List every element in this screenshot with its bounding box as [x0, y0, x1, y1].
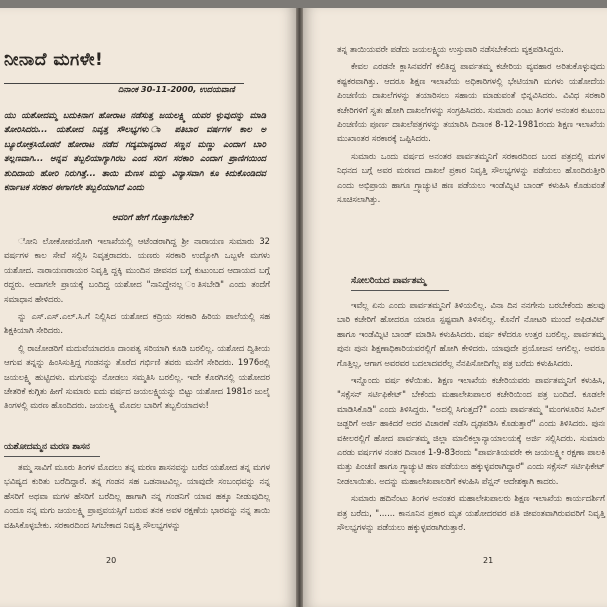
- paragraph: ೋನಿ ಲೋಕೋಪಯೋಗಿ ಇಲಾಖೆಯಲ್ಲಿ ಆಟೆಂಡರಾಗಿದ್ದ ಶ್ರೀ ನಾರಾಯಣ ಸುಮಾರು 32 ವರ್ಷಗಳ ಕಾಲ ಸೇವೆ ಸಲ್ಲಿಸಿ ನಿವೃತ್ತರಾದರು. ಯಣರು ಸರಕಾರಿ ಉದ್ಯೋಗಿ ಒಬ್ಬಳೇ ಮಗಳು ಯಶೋದ. ನಾರಾಯಣರಾಯರ ನಿವೃತ್ತಿ ದ್ದಕ್ಕಿ ಮುಂದಿನ ಜೀವನದ ಬಗ್ಗೆ ಕುಟುಂಬದ ಆದಾಯದ ಬಗ್ಗೆ ರದ್ದರು. ಅದಾಗಲೇ ಪ್ರಾಯಕ್ಕೆ ಬಂದಿದ್ದ ಯಶೋದ "ನಾನಿದ್ದೇನಲ್ಲ ಂತಿಸಬೇಡಿ" ಎಂದು ತಂದೆಗೆ ಸಮಾಧಾನ ಹೇಳಿದರು.: [4, 236, 270, 304]
- right-page: [303, 8, 607, 607]
- section-heading: ಸೋಲರಿಯದ ಪಾರ್ವತಮ್ಮ: [351, 276, 426, 286]
- heading-underline: [4, 456, 100, 457]
- left-body: [4, 234, 270, 416]
- right-bottom-body: [337, 298, 605, 538]
- left-closing: [4, 460, 270, 535]
- article-title: ನೀನಾದೆ ಮಗಳೇ!: [4, 50, 104, 70]
- heading-underline: [351, 290, 449, 291]
- paragraph: ತಮ್ಮ ಸಾವಿಗೆ ಮೂರು ತಿಂಗಳ ಮೊದಲು ತನ್ನ ಮರಣ ಶಾಸನವನ್ನು ಬರೆದ ಯಶೋದ ತನ್ನ ಮಗಳ ಭವಿಷ್ಯದ ಕುರಿತು ಬರೆದಿದ್ದಾರೆ. ತನ್ನ ಗಂಡನ ಸಹ ಒಡನಾಟವಿಲ್ಲ. ಯಾವುದೇ ಸಂಬಂಧವನ್ನು ನನ್ನ ಹೆಸರಿಗೆ ಅಥವಾ ಮಗಳ ಹೆಸರಿಗೆ ಬರೆದಿಲ್ಲ ಹಾಗಾಗಿ ನನ್ನ ಗಂಡನಿಗೆ ಯಾವ ಹಕ್ಕೂ ನೀಡುವುದಿಲ್ಲ ಎಂದೂ ನನ್ನ ಮಗು ಜಯಲಕ್ಷ್ಮಿ ಪ್ರಾಪ್ತವಯಸ್ಸಿಗೆ ಬರುವ ತನಕ ಅವಳ ರಕ್ಷಣೆಯ ಭಾರವನ್ನು ನನ್ನ ತಾಯಿ ವಹಿಸಿಕೊಳ್ಳಬೇಕು. ಸರಕಾರದಿಂದ ಸಿಗಬೇಕಾದ ನಿವೃತ್ತಿ ಸೌಲಭ್ಯಗಳನ್ನು: [4, 462, 270, 530]
- page-number-left: 20: [106, 556, 117, 565]
- intro-question: ಅವರಿಗೆ ಹೇಗೆ ಗೊತ್ತಾಗಬೇಕು?: [112, 212, 195, 222]
- intro-text: ಯು ಯಶೋದಮ್ಮ ಬದುಕಿನಾಗ ಹೋರಾಟ ನಡೆಸುತ್ತ ಜಯಲಕ್ಷ್ಮಿ ಯವರ ಳ್ಳುವುದನ್ನು ಮಾಡಿ ತೋರಿಸಿದರು... ಯಶೋದ ನಿವೃತ್ತ ಸೌಲಭ್ಯಗಳು ಾ ಪತಿಬಾರ ವರ್ಷಗಳ ಕಾಲ ಅ ಬ್ಯೂರೋಕ್ರಸಿಯೊಡನೆ ಹೋರಾಟ ನಡೆದ ಗದ್ಯಮಾನ್ಯರಾದ ಸಣ್ಣನ ಮಣ್ಣು ಎಂದಾಗ ಬಾರಿ ತಲ್ಲಣವಾಗಿ... ಅನ್ನವ ತಬ್ಬಲಿಯಾಗ್ಯಾಗಿರಬ ಎಂದ ಸರಿಗ ಸರಕಾರಿ ಎಂದಾಗ ಪ್ರಾಣಿಗಯಿಂದ ಶುದಿದಾಯ ಹೋರಿ ನಿರುಗಿತ್ತೆ... ತಾಯಿ ಮೆಣಸ ಮದ್ದು ವಿನ್ಯಾಸವಾಗಿ ಕೂ ಕಿದುಕೊಂಡಿದವ ಕರ್ನಾಟಕ ಸರಕಾರ ಈಗಾಗಲೇ ತಬ್ಬಲಿಯಾಗಿದೆ ಎಂದು: [4, 110, 266, 193]
- top-edge: [0, 0, 607, 8]
- paragraph: ನ್ನು ಎಸ್.ಎಸ್.ಎಲ್.ಸಿ.ಗೆ ನಿಲ್ಲಿಸಿದ ಯಶೋದ ಕದ್ರಿಯ ಸರಕಾರಿ ಹಿರಿಯ ಪಾಲೆಯಲ್ಲಿ ಸಹ ಶಿಕ್ಷಕಿಯಾಗಿ ಸೇರಿದರು.: [4, 311, 270, 336]
- paragraph: ಇವೆಲ್ಲ ಏನು ಎಂದು ಪಾರ್ವತಮ್ಮನಿಗೆ ತಿಳಿಯಲಿಲ್ಲ. ವಿನಾ ದಿನ ನನಗೇನು ಬರಬೇಕೆಂದು ಹಲವು ಬಾರಿ ಕಚೇರಿಗೆ ಹೋದರೂ ಯಾರೂ ಸ್ಪಷ್ಟವಾಗಿ ತಿಳಿಸಲಿಲ್ಲ. ಕೊನೆಗೆ ನೋಟರಿ ಮುಂದೆ ಅಫಿಡವಿಟ್ ಹಾಗೂ ಇಂಡೆಮ್ನಿಟಿ ಬಾಂಡ್ ಮಾಡಿಸಿ ಕಳುಹಿಸಿದರು. ವರ್ಷ ಕಳೆದರೂ ಉತ್ತರ ಬರಲಿಲ್ಲ. ಪಾರ್ವತಮ್ಮ ಪುನಃ ಪುನಃ ಶಿಕ್ಷಣಾಧಿಕಾರಿಯವರಲ್ಲಿಗೆ ಹೋಗಿ ಕೇಳಿದರು. ಯಾವುದೇ ಪ್ರಯೋಜನ ಆಗಲಿಲ್ಲ. ಅವರೂ ಗೊತ್ತಿಲ್ಲ, ಆಗಾಗ ಅವರವರ ಬದಲಾದವರೆಲ್ಲ ನೆನಪಿಸೋದಿಗೆಲ್ಲ ಪತ್ರ ಬರೆದು ಕಳುಹಿಸಿದರು.: [337, 300, 605, 368]
- paragraph: ಇನ್ನೊಂದು ವರ್ಷ ಕಳೆಯಿತು. ಶಿಕ್ಷಣ ಇಲಾಖೆಯ ಕಚೇರಿಯವರು ಪಾರ್ವತಮ್ಮನಿಗೆ ಕಳುಹಿಸಿ, "ಸಕ್ಸೆಸನ್ ಸರ್ಟಿಫಿಕೇಟ್" ಬೇಕೆಂದು ಮಹಾಲೇಖಪಾಲರ ಕಚೇರಿಯಿಂದ ಪತ್ರ ಬಂದಿದೆ. ಕೂಡಲೇ ಮಾಡಿಸಿಕೊಡಿ" ಎಂದು ತಿಳಿಸಿದ್ದರು. "ಅದಲ್ಲಿ ಸಿಗುತ್ತದೆ?" ಎಂದು ಪಾರ್ವತಮ್ಮ "ಮಂಗಳೂರಿನ ಸಿವಿಲ್ ಜಡ್ಜರಿಗೆ ಅರ್ಜಿ ಹಾಕಿದರೆ ಅದರ ವಿಚಾರಣೆ ನಡೆಸಿ ದೃಢಪಡಿಸಿ ಕೊಡುತ್ತಾರೆ" ಎಂದು ತಿಳಿಸಿದರು. ಪುನಃ ವಕೀಲರಲ್ಲಿಗೆ ಹೋದ ಪಾರ್ವತಮ್ಮ ಜಿಲ್ಲಾ ಮಾಲಿಕಲ್ಲಾನ್ಯಾಯಾಲಯಕ್ಕೆ ಅರ್ಜಿ ಸಲ್ಲಿಸಿದರು. ಸುಮಾರು ಎರಡು ವರ್ಷಗಳ ನಂತರ ದಿನಾಂಕ 1-9-83ರಂದು "ಪಾರ್ವತಿಯವರೇ ಈ ಜಯಲಕ್ಷ್ಮೀ ರಕ್ಷಣಾ ಪಾಲಕಿ ಮತ್ತು ಪಿಂಚಣಿ ಹಾಗೂ ಗ್ರ್ಯಾಚ್ಯುಟಿ ಹಣ ಪಡೆಯಲು ಹಕ್ಕುಳ್ಳವರಾಗಿದ್ದಾರೆ" ಎಂದು ಸಕ್ಸೆಸನ್ ಸರ್ಟಿಫಿಕೇಟ್ ನೀಡಲಾಯಿತು. ಅದನ್ನು ಮಹಾಲೇಖಪಾಲರಿಗೆ ಕಳುಹಿಸಿ ಪೆನ್ಷನ್ ಆದೇಶಕ್ಕಾಗಿ ಕಾದರು.: [337, 375, 605, 486]
- paragraph: ಸುಮಾರು ಹದಿನೆಂಟು ತಿಂಗಳ ಅನಂತರ ಮಹಾಲೇಖಪಾಲರು ಶಿಕ್ಷಣ ಇಲಾಖೆಯ ಕಾರ್ಯದರ್ಶಿಗೆ ಪತ್ರ ಬರೆದು, "...... ಕಾನೂನಿನ ಪ್ರಕಾರ ಮೃತ ಯಶೋದರವರ ಪತಿ ಜೀವಂತವಾಗಿರುವವರಿಗೆ ನಿವೃತ್ತಿ ಸೌಲಭ್ಯಗಳನ್ನು ಪಡೆಯಲು ಹಕ್ಕುಳ್ಳವರಾಗಿರುತ್ತಾರೆ.: [337, 493, 605, 533]
- paragraph: ಕೇವಲ ಎರಡನೇ ಕ್ಲಾಸಿನವರೆಗೆ ಕಲಿತಿದ್ದ ಪಾರ್ವತಮ್ಮ ಕಚೇರಿಯ ವ್ಯವಹಾರ ಅರಿತುಕೊಳ್ಳುವುದು ಕಷ್ಟಕರವಾಗಿತ್ತು. ಆದರೂ ಶಿಕ್ಷಣ ಇಲಾಖೆಯ ಅಧಿಕಾರಿಗಳಲ್ಲಿ ಭೇಟಿಯಾಗಿ ಮಗಳು ಯಶೋದೆಯ ಪಿಂಚಣಿಯ ದಾಖಲೆಗಳನ್ನು ತಯಾರಿಸಲು ಸಹಾಯ ಮಾಡುವಂತೆ ಭಿನ್ನವಿಸಿದರು. ವಿವಿಧ ಸರಕಾರಿ ಕಚೇರಿಗಳಿಗೆ ಸ್ವತಃ ಹೋಗಿ ದಾಖಲೆಗಳನ್ನು ಸಂಗ್ರಹಿಸಿದರು. ಸುಮಾರು ಎಂಟು ತಿಂಗಳ ಅನಂತರ ಕುಟುಂಬ ಪಿಂಚಣಿಯ ಪೂರ್ಣ ದಾಖಲೆಪತ್ರಗಳನ್ನು ತಯಾರಿಸಿ ದಿನಾಂಕ 8-12-1981ರಂದು ಶಿಕ್ಷಣ ಇಲಾಖೆಯ ಮುಖಾಂತರ ಸರಕಾರಕ್ಕೆ ಒಪ್ಪಿಸಿದರು.: [337, 61, 605, 144]
- dateline: ದಿನಾಂಕ 30-11-2000, ಉದಯವಾಣಿ: [118, 84, 235, 94]
- book-gutter: [296, 8, 303, 607]
- right-top-body: [337, 42, 605, 209]
- left-page: [0, 8, 296, 607]
- paragraph: ಸುಮಾರು ಒಂದು ವರ್ಷದ ಅನಂತರ ಪಾರ್ವತಮ್ಮನಿಗೆ ಸರಕಾರದಿಂದ ಬಂದ ಪತ್ರದಲ್ಲಿ ಮಗಳ ನಿಧನದ ಬಗ್ಗೆ ಅವರ ಮರಣದ ದಾಖಲೆ ಪ್ರಕಾರ ನಿವೃತ್ತಿ ಸೌಲಭ್ಯಗಳನ್ನು ಪಡೆಯಲು ಹೊಂದಿರುತ್ತೀರಿ ಎಂದು ಅಭಿಪ್ರಾಯ ಹಾಗೂ ಗ್ರ್ಯಾಚ್ಯುಟಿ ಹಣ ಪಡೆಯಲು ಇಂಡೆಮ್ನಿಟಿ ಬಾಂಡ್ ಕಳುಹಿಸಿ ಕೊಡುವಂತೆ ಸೂಚಿಸಲಾಗಿತ್ತು.: [337, 150, 605, 205]
- paragraph: ಲ್ಲಿ ರಾಜೋಡರಿಗೆ ಮದುವೆಯಾದರೂ ದಾಂಪತ್ಯ ಸರಿಯಾಗಿ ಕೂಡಿ ಬರಲಿಲ್ಲ. ಯಶೋದ ದ್ವಿತೀಯ ಆಗುವ ತನ್ನನ್ನು ಹಿಂಸಿಸುತ್ತಿದ್ದ ಗಂಡನನ್ನು ತೊರೆದ ಗರ್ಭಿಣಿ ತವರು ಮನೆಗೆ ಸೇರಿದರು. 1976ರಲ್ಲಿ ಜಯಲಕ್ಷ್ಮಿ ಹುಟ್ಟಿದಳು. ಮಗುವನ್ನು ನೋಡಲು ಸಮ್ಮತಿಸಿ ಬರಲಿಲ್ಲ. ಇದೇ ಕೊರಗಿನಲ್ಲಿ ಯಶೋದರ ಚೇತರಿಕೆ ಕುಗ್ಗಿತು ಹೀಗೆ ಸುಮಾರು ಐದು ವರ್ಷದ ಜಯಲಕ್ಷ್ಮಿಯನ್ನು ಬಿಟ್ಟು ಯಶೋದ 1981ರ ಜುಲೈ ತಿಂಗಳಲ್ಲಿ ಮರಣ ಹೊಂದಿದರು. ಜಯಲಕ್ಷ್ಮಿ ಮೊದಲ ಬಾರಿಗೆ ತಬ್ಬಲಿಯಾದಳು!: [4, 342, 270, 411]
- page-number-right: 21: [483, 556, 494, 565]
- paragraph: ತನ್ನ ತಾಯಿಯವರೇ ಪಡೆದು ಜಯಲಕ್ಷ್ಮಿಯ ಉಸ್ತುವಾರಿ ನಡೆಸಬೇಕೆಂದು ವ್ಯಕ್ತಪಡಿಸಿದ್ದರು.: [337, 44, 564, 54]
- section-heading: ಯಶೋದಮ್ಮನ ಮರಣ ಶಾಸನ: [4, 442, 90, 452]
- intro-block: [4, 108, 266, 194]
